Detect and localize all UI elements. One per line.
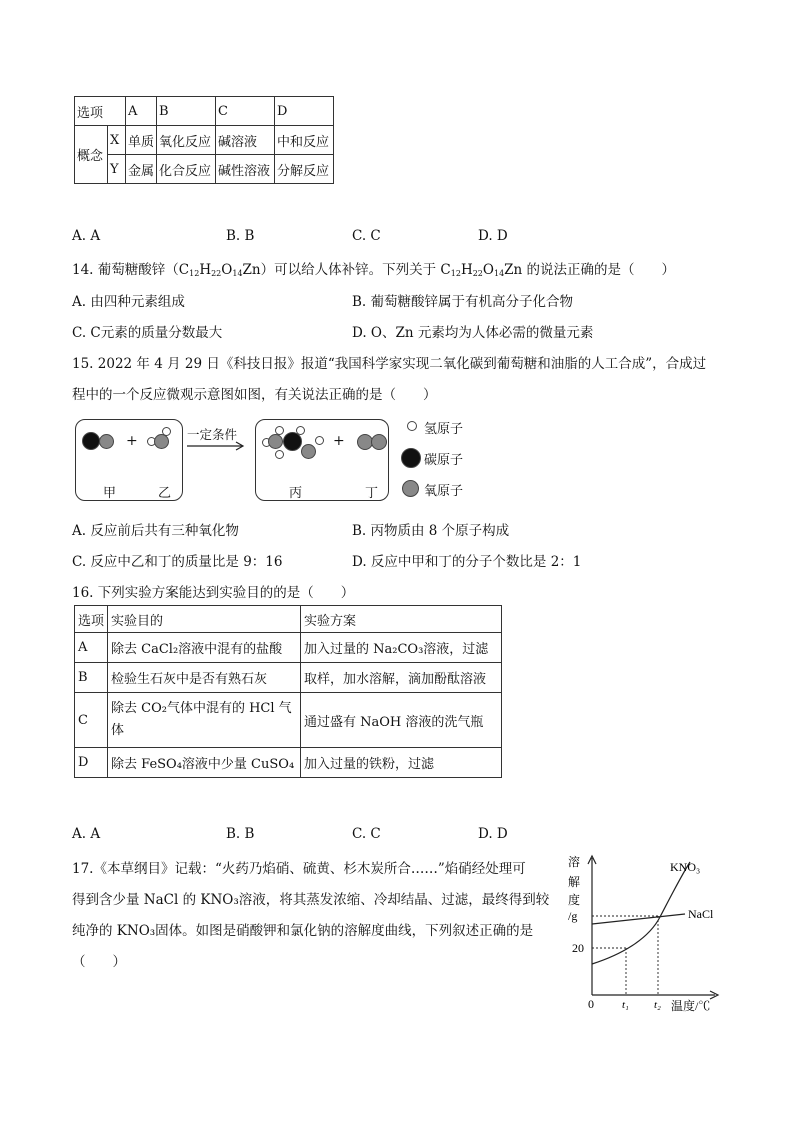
q14-sub: 14 <box>493 269 505 278</box>
q15-stem-line2: 程中的一个反应微观示意图如图，有关说法正确的是（ ） <box>72 387 437 403</box>
table-header-cell: C <box>216 97 275 126</box>
legend-oxygen: 氧原子 <box>424 484 464 499</box>
table-header-cell: B <box>157 97 216 126</box>
table-header-cell: 实验目的 <box>108 606 301 633</box>
label-yi: 乙 <box>158 486 172 501</box>
x-tick-t1: t₁ <box>622 999 629 1011</box>
q17-stem-line2: 得到含少量 NaCl 的 KNO₃溶液，将其蒸发浓缩、冷却结晶、过滤，最终得到较 <box>72 892 550 908</box>
legend-carbon: 碳原子 <box>424 453 464 468</box>
q14-sub: 14 <box>232 269 243 278</box>
label-jia: 甲 <box>103 486 117 501</box>
q15-option-c: C. 反应中乙和丁的质量比是 9：16 <box>72 554 283 570</box>
q14-option-b: B. 葡萄糖酸锌属于有机高分子化合物 <box>352 294 574 310</box>
q14-h: H <box>460 262 473 278</box>
x-tick-t2: t₂ <box>654 999 661 1011</box>
q14-option-d: D. O、Zn 元素均为人体必需的微量元素 <box>352 325 594 341</box>
table-row <box>75 663 502 693</box>
q14-text-b: Zn）可以给人体补锌。下列关于 C <box>242 262 451 278</box>
q15-stem-line1: 15. 2022 年 4 月 29 日《科技日报》报道“我国科学家实现二氧化碳到葡萄糖和油脂的人工合成”，合成过 <box>72 356 707 372</box>
table-row <box>75 748 502 778</box>
q14-o: O <box>482 262 494 278</box>
legend-hydrogen: 氢原子 <box>424 422 464 437</box>
y-label: 解 <box>568 875 581 889</box>
q14-o: O <box>221 262 233 278</box>
table-cell: 检验生石灰中是否有熟石灰 <box>108 663 301 693</box>
arrow-right-icon <box>186 440 246 452</box>
table-cell: 金属 <box>126 155 157 184</box>
q15-option-d: D. 反应中甲和丁的分子个数比是 2：1 <box>352 554 582 570</box>
table-cell: 取样，加水溶解，滴加酚酞溶液 <box>301 663 502 693</box>
label-bing: 丙 <box>289 486 303 501</box>
table-header-cell: A <box>126 97 157 126</box>
plus-sign: + <box>333 433 345 449</box>
table-cell: B <box>75 663 108 693</box>
kno3-label: KNO₃ <box>670 860 701 874</box>
q14-sub: 12 <box>450 269 461 278</box>
nacl-curve <box>592 914 685 924</box>
table-row <box>75 155 334 184</box>
q13-option-a: A. A <box>72 228 101 244</box>
table-header-cell: 选项 <box>75 97 126 126</box>
cell-line: 体 <box>111 723 125 738</box>
q17-stem-line3: 纯净的 KNO₃固体。如图是硝酸钾和氯化钠的溶解度曲线，下列叙述正确的是 <box>72 923 534 939</box>
table-cell: 碱溶液 <box>216 126 275 155</box>
q14-text-a: 葡萄糖酸锌（C <box>97 262 190 278</box>
hydrogen-atom <box>162 427 171 436</box>
row-key-cell: Y <box>108 155 126 184</box>
carbon-atom <box>82 432 100 450</box>
table-cell: 加入过量的铁粉，过滤 <box>301 748 502 778</box>
hydrogen-atom <box>275 450 284 459</box>
row-key-cell: X <box>108 126 126 155</box>
table-header-cell: 实验方案 <box>301 606 502 633</box>
table-cell: 除去 CaCl₂溶液中混有的盐酸 <box>108 633 301 663</box>
table-cell: 除去 FeSO₄溶液中少量 CuSO₄ <box>108 748 301 778</box>
y-label: /g <box>568 909 578 923</box>
table-cell: 中和反应 <box>275 126 334 155</box>
hydrogen-atom <box>315 436 324 445</box>
table-row <box>75 633 502 663</box>
table-cell: D <box>75 748 108 778</box>
q13-option-c: C. C <box>352 228 381 244</box>
q13-option-b: B. B <box>226 228 255 244</box>
q13-table <box>74 96 334 184</box>
q16-option-c: C. C <box>352 826 381 842</box>
table-row <box>75 126 334 155</box>
table-cell: C <box>75 693 108 748</box>
q16-option-a: A. A <box>72 826 101 842</box>
q14-option-c: C. C元素的质量分数最大 <box>72 325 223 341</box>
carbon-legend-icon <box>401 448 421 468</box>
y-tick-20: 20 <box>572 941 584 955</box>
plus-sign: + <box>126 433 138 449</box>
table-cell: 碱性溶液 <box>216 155 275 184</box>
oxygen-atom <box>99 434 114 449</box>
table-cell: 加入过量的 Na₂CO₃溶液，过滤 <box>301 633 502 663</box>
solubility-graph <box>560 850 730 1015</box>
q14-sub: 22 <box>211 269 222 278</box>
kno3-curve <box>592 862 690 964</box>
table-cell: 单质 <box>126 126 157 155</box>
origin-label: 0 <box>588 997 594 1011</box>
q15-option-a: A. 反应前后共有三种氧化物 <box>72 523 239 539</box>
q16-option-d: D. D <box>478 826 508 842</box>
hydrogen-atom <box>296 426 305 435</box>
table-cell: A <box>75 633 108 663</box>
oxygen-atom <box>154 434 169 449</box>
q14-h: H <box>199 262 212 278</box>
table-header-cell: D <box>275 97 334 126</box>
table-row <box>75 97 334 126</box>
q14-option-a: A. 由四种元素组成 <box>72 294 185 310</box>
q16-option-b: B. B <box>226 826 255 842</box>
q14-sub: 22 <box>472 269 483 278</box>
table-row <box>75 606 502 633</box>
q14-sub: 12 <box>189 269 200 278</box>
table-cell: 通过盛有 NaOH 溶液的洗气瓶 <box>301 693 502 748</box>
q17-stem-line4: （ ） <box>72 954 126 970</box>
oxygen-atom <box>268 434 283 449</box>
x-label: 温度/℃ <box>671 999 711 1013</box>
table-cell: 化合反应 <box>157 155 216 184</box>
table-cell: 分解反应 <box>275 155 334 184</box>
q16-stem: 16. 下列实验方案能达到实验目的的是（ ） <box>72 585 355 601</box>
y-label: 度 <box>568 893 581 907</box>
q13-option-d: D. D <box>478 228 508 244</box>
row-label-cell: 概念 <box>75 126 108 184</box>
q16-table <box>74 605 502 778</box>
q17-stem-line1: 17.《本草纲目》记载：“火药乃焰硝、硫黄、杉木炭所合……”焰硝经处理可 <box>72 861 526 877</box>
hydrogen-legend-icon <box>407 421 417 431</box>
oxygen-legend-icon <box>402 480 419 497</box>
q14-text-c: Zn 的说法正确的是（ ） <box>504 262 676 278</box>
y-label: 溶 <box>568 855 581 869</box>
q14-stem <box>72 258 675 278</box>
cell-line: 除去 CO₂气体中混有的 HCl 气 <box>111 701 292 716</box>
oxygen-atom <box>301 444 316 459</box>
table-header-cell: 选项 <box>75 606 108 633</box>
table-cell <box>108 693 301 748</box>
hydrogen-atom <box>275 426 284 435</box>
nacl-label: NaCl <box>688 907 714 921</box>
table-row <box>75 693 502 748</box>
label-ding: 丁 <box>365 486 379 501</box>
q14-num: 14. <box>72 262 94 278</box>
table-cell: 氧化反应 <box>157 126 216 155</box>
oxygen-atom <box>371 434 387 450</box>
q15-option-b: B. 丙物质由 8 个原子构成 <box>352 523 510 539</box>
condition-label: 一定条件 <box>187 427 238 442</box>
